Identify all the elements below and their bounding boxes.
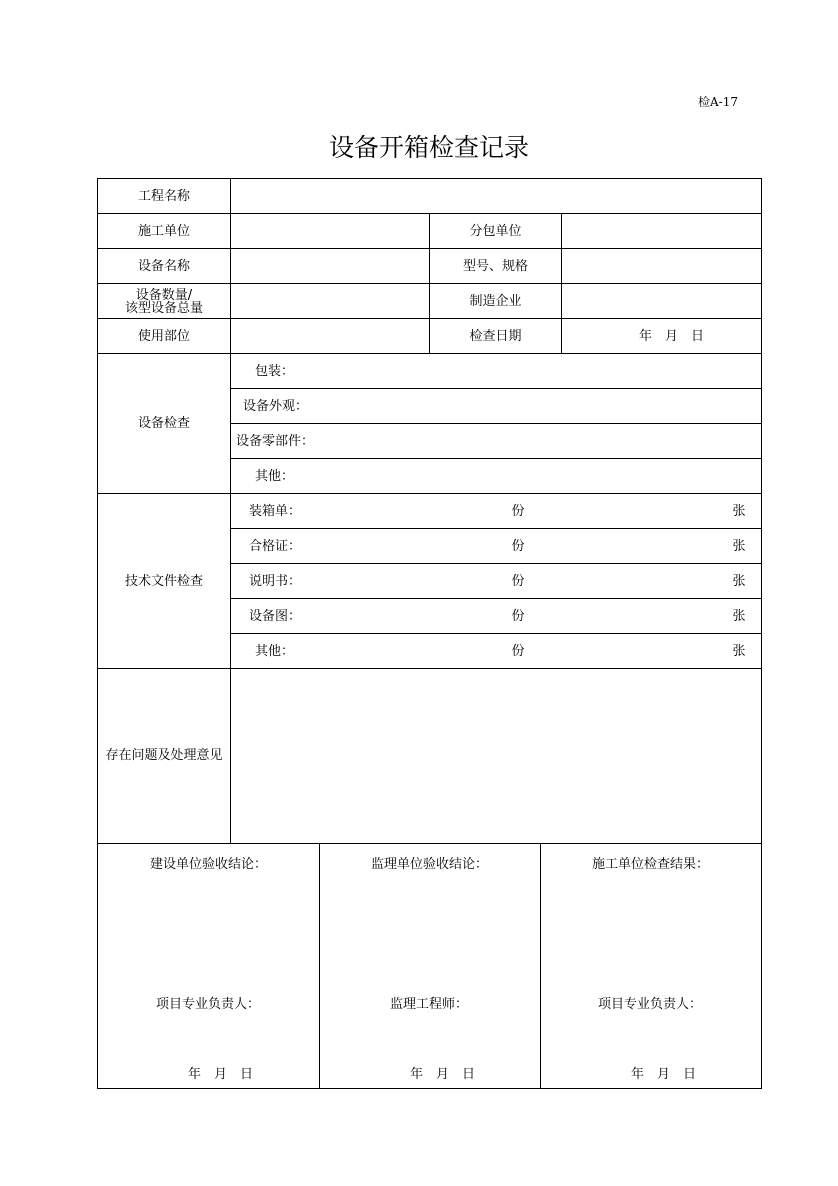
tech-docs-label: 技术文件检查 — [124, 573, 203, 589]
owner-signoff[interactable] — [98, 843, 319, 1088]
parts-item[interactable]: 设备零部件： — [236, 433, 315, 449]
model-spec-label: 型号、规格 — [462, 258, 528, 274]
copies-unit: 份 — [511, 608, 525, 624]
supervisor-date: 年 月 日 — [410, 1067, 476, 1082]
supervisor-signoff[interactable] — [320, 843, 540, 1088]
owner-conclusion-label: 建设单位验收结论： — [150, 857, 268, 872]
sheets-unit: 张 — [732, 503, 746, 519]
issues-label: 存在问题及处理意见 — [105, 748, 223, 763]
construction-unit-label: 施工单位 — [137, 223, 190, 239]
issues-field[interactable] — [231, 669, 761, 843]
quantity-label — [98, 284, 230, 319]
owner-date: 年 月 日 — [188, 1067, 254, 1082]
copies-unit: 份 — [511, 573, 525, 589]
sheets-unit: 张 — [732, 608, 746, 624]
copies-unit: 份 — [511, 503, 525, 519]
appearance-item[interactable]: 设备外观： — [243, 398, 309, 414]
sheets-unit: 张 — [732, 573, 746, 589]
use-location-field[interactable] — [231, 319, 429, 354]
packaging-item[interactable]: 包装： — [255, 363, 295, 379]
other-item[interactable]: 其他： — [255, 468, 295, 484]
use-location-label: 使用部位 — [137, 328, 190, 344]
owner-signer-label: 项目专业负责人： — [156, 997, 261, 1012]
quantity-label-line2: 该型设备总量 — [124, 300, 203, 316]
page-title: 设备开箱检查记录 — [328, 133, 529, 162]
other-docs-item[interactable]: 其他： — [255, 643, 295, 659]
copies-unit: 份 — [511, 538, 525, 554]
model-spec-field[interactable] — [562, 249, 761, 284]
manufacturer-field[interactable] — [562, 284, 761, 319]
equipment-name-label: 设备名称 — [137, 258, 190, 274]
contractor-date: 年 月 日 — [631, 1067, 697, 1082]
sheets-unit: 张 — [732, 643, 746, 659]
packing-list-item[interactable]: 装箱单： — [249, 503, 302, 519]
quantity-field[interactable] — [231, 284, 429, 319]
subcontract-unit-field[interactable] — [562, 214, 761, 249]
supervisor-signer-label: 监理工程师： — [390, 997, 469, 1012]
quantity-label-line1: 设备数量/ — [135, 287, 193, 303]
supervisor-conclusion-label: 监理单位验收结论： — [371, 857, 489, 872]
equipment-check-label: 设备检查 — [137, 416, 190, 431]
contractor-signoff[interactable] — [541, 843, 761, 1088]
project-name-label: 工程名称 — [137, 188, 190, 204]
inspection-date-field[interactable]: 年 月 日 — [638, 328, 704, 344]
construction-unit-field[interactable] — [231, 214, 429, 249]
equipment-name-field[interactable] — [231, 249, 429, 284]
inspection-date-label: 检查日期 — [469, 328, 522, 344]
manufacturer-label: 制造企业 — [469, 293, 522, 309]
contractor-conclusion-label: 施工单位检查结果： — [592, 857, 710, 872]
certificate-item[interactable]: 合格证： — [249, 538, 302, 554]
manual-item[interactable]: 说明书： — [249, 573, 302, 589]
contractor-signer-label: 项目专业负责人： — [598, 997, 703, 1012]
project-name-field[interactable] — [231, 179, 761, 214]
copies-unit: 份 — [511, 643, 525, 659]
subcontract-unit-label: 分包单位 — [469, 223, 522, 239]
drawings-item[interactable]: 设备图： — [249, 608, 302, 624]
sheets-unit: 张 — [732, 538, 746, 554]
form-code: 检A-17 — [698, 95, 738, 109]
